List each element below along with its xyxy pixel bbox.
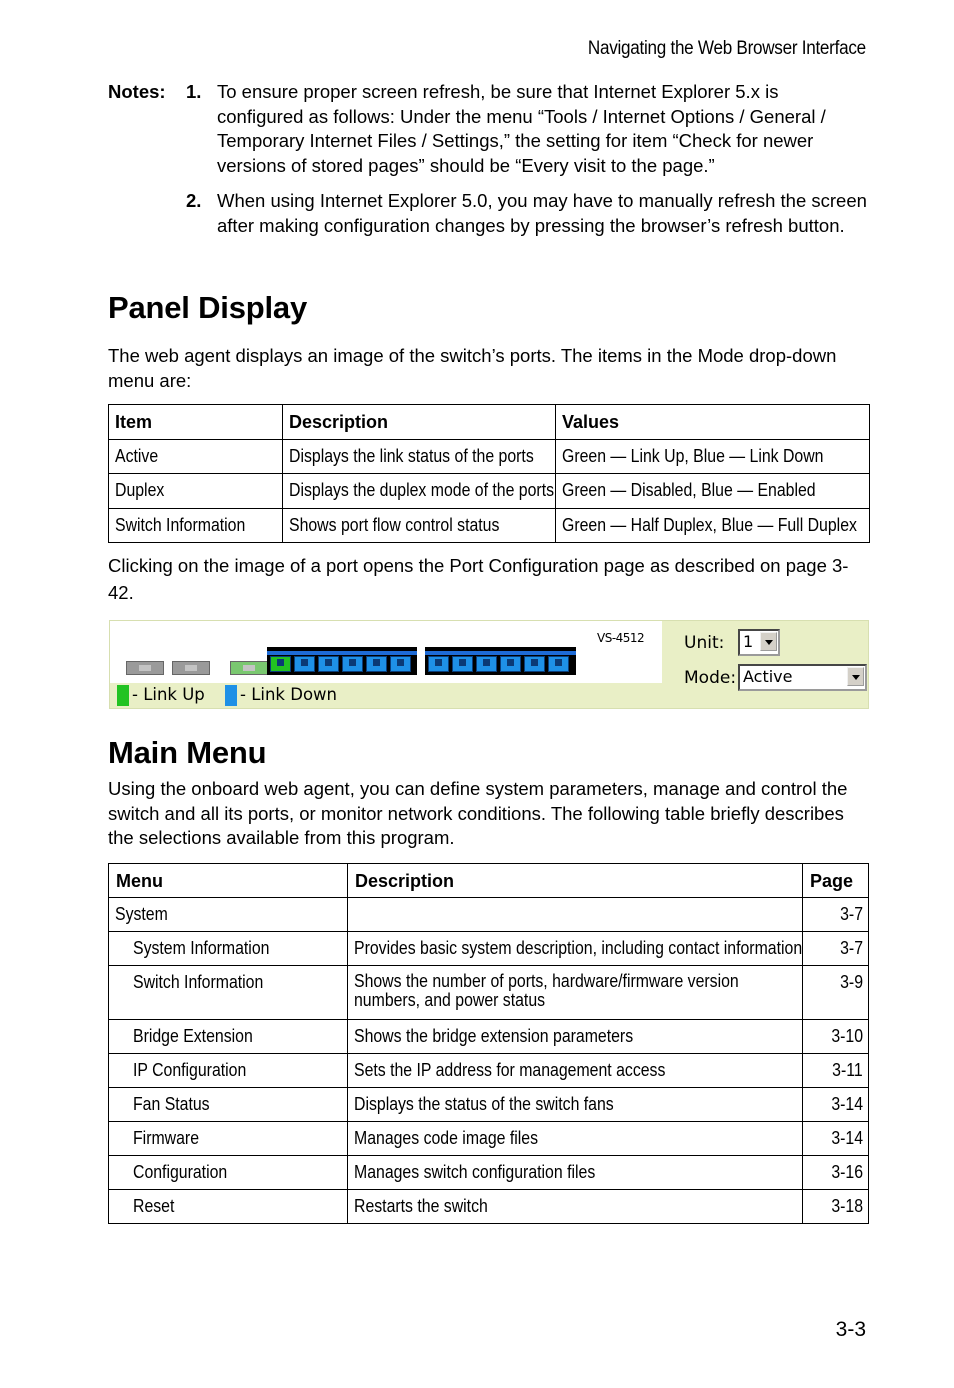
table-row [109,932,869,966]
description-cell [348,898,803,932]
menu-cell: Bridge Extension [109,1020,348,1054]
table-cell: Displays the duplex mode of the ports [283,474,556,509]
legend-link-down: - Link Down [240,685,337,704]
switch-front-panel [110,621,662,683]
page-cell: 3-9 [803,966,869,1020]
gigabit-port[interactable] [172,661,210,675]
description-cell: Shows the bridge extension parameters [348,1020,803,1054]
table-cell: Duplex [109,474,283,509]
port-10[interactable] [500,656,521,672]
port-6[interactable] [390,656,411,672]
column-header: Page [803,864,869,898]
page-cell: 3-14 [803,1122,869,1156]
page-cell: 3-11 [803,1054,869,1088]
unit-select[interactable] [738,629,780,656]
table-cell: Switch Information [109,508,283,543]
column-header: Menu [109,864,348,898]
menu-cell: System Information [109,932,348,966]
notes [108,80,868,249]
column-header: Description [348,864,803,898]
table-row [109,1156,869,1190]
model-label: VS-4512 [597,631,645,645]
table-row [109,1190,869,1224]
main-menu-table [108,863,869,1224]
table-header-row [109,864,869,898]
table-row [109,508,870,543]
description-cell: Manages code image files [348,1122,803,1156]
description-cell: Shows the number of ports, hardware/firmware version numbers, and power status [348,966,803,1020]
page-cell: 3-18 [803,1190,869,1224]
description-cell: Displays the status of the switch fans [348,1088,803,1122]
table-cell: Green — Half Duplex, Blue — Full Duplex [556,508,870,543]
port-group-2 [425,647,576,675]
description-cell: Sets the IP address for management access [348,1054,803,1088]
port-11[interactable] [524,656,545,672]
port-3[interactable] [318,656,339,672]
column-header: Description [283,405,556,440]
description-cell: Restarts the switch [348,1190,803,1224]
mode-label: Mode: [684,668,737,688]
port-group-1 [267,647,417,675]
column-header: Item [109,405,283,440]
page-cell: 3-7 [803,898,869,932]
table-cell: Shows port flow control status [283,508,556,543]
description-cell: Manages switch configuration files [348,1156,803,1190]
mode-items-table [108,404,870,543]
table-cell: Green — Disabled, Blue — Enabled [556,474,870,509]
note-text: When using Internet Explorer 5.0, you may have to manually refresh the screen after making configuration changes by pressing the browser’s refresh button. [217,190,867,236]
port-12[interactable] [548,656,569,672]
port-4[interactable] [342,656,363,672]
menu-cell: Configuration [109,1156,348,1190]
page-cell: 3-10 [803,1020,869,1054]
panel-display-intro: The web agent displays an image of the switch’s ports. The items in the Mode drop-down menu are: [108,345,837,391]
panel-display-note: Clicking on the image of a port opens the Port Configuration page as described on page 3-42. [108,555,849,603]
chevron-down-icon[interactable] [847,667,864,686]
page-cell: 3-7 [803,932,869,966]
menu-cell: IP Configuration [109,1054,348,1088]
page-cell: 3-16 [803,1156,869,1190]
chevron-down-icon[interactable] [760,632,777,651]
switch-panel-image [109,620,869,709]
menu-cell: Firmware [109,1122,348,1156]
table-cell: Displays the link status of the ports [283,439,556,474]
note-2 [108,189,868,238]
table-cell: Green — Link Up, Blue — Link Down [556,439,870,474]
description-cell: Provides basic system description, including contact information [348,932,803,966]
table-row [109,1054,869,1088]
mode-select[interactable] [738,664,867,691]
port-1[interactable] [270,656,291,672]
table-row [109,898,869,932]
section-title-main-menu: Main Menu [108,735,267,770]
table-cell: Active [109,439,283,474]
unit-value: 1 [743,632,754,651]
legend-link-up: - Link Up [132,685,205,704]
column-header: Values [556,405,870,440]
menu-cell: System [109,898,348,932]
note-text: To ensure proper screen refresh, be sure that Internet Explorer 5.x is configured as follows: Under the menu “Tools / Internet Options / General / Temporary Internet Files / Settings,” the setting for item “Check for newer versions of stored pages” should be “Every visit to the page.” [217,81,826,176]
table-header-row [109,405,870,440]
table-row [109,439,870,474]
menu-cell: Switch Information [109,966,348,1020]
note-1 [108,80,868,178]
menu-cell: Reset [109,1190,348,1224]
port-7[interactable] [428,656,449,672]
unit-label: Unit: [684,633,725,653]
menu-cell: Fan Status [109,1088,348,1122]
running-header: Navigating the Web Browser Interface [588,38,866,59]
note-number: 1. [186,81,202,102]
link-down-swatch [225,685,237,706]
note-number: 2. [186,190,202,211]
section-title-panel-display: Panel Display [108,290,307,325]
page-cell: 3-14 [803,1088,869,1122]
table-row [109,966,869,1020]
link-up-swatch [117,685,129,706]
port-8[interactable] [452,656,473,672]
page-number: 3-3 [835,1318,866,1341]
main-menu-intro: Using the onboard web agent, you can define system parameters, manage and control the switch and all its ports, or monitor network conditions. The following table briefly describes the selections available from this program. [108,778,848,848]
table-row [109,1122,869,1156]
table-row [109,1088,869,1122]
table-row [109,1020,869,1054]
port-2[interactable] [294,656,315,672]
port-9[interactable] [476,656,497,672]
gigabit-port[interactable] [230,661,268,675]
gigabit-port[interactable] [126,661,164,675]
table-row [109,474,870,509]
port-5[interactable] [366,656,387,672]
notes-label: Notes: [108,81,166,102]
mode-value: Active [743,667,793,686]
